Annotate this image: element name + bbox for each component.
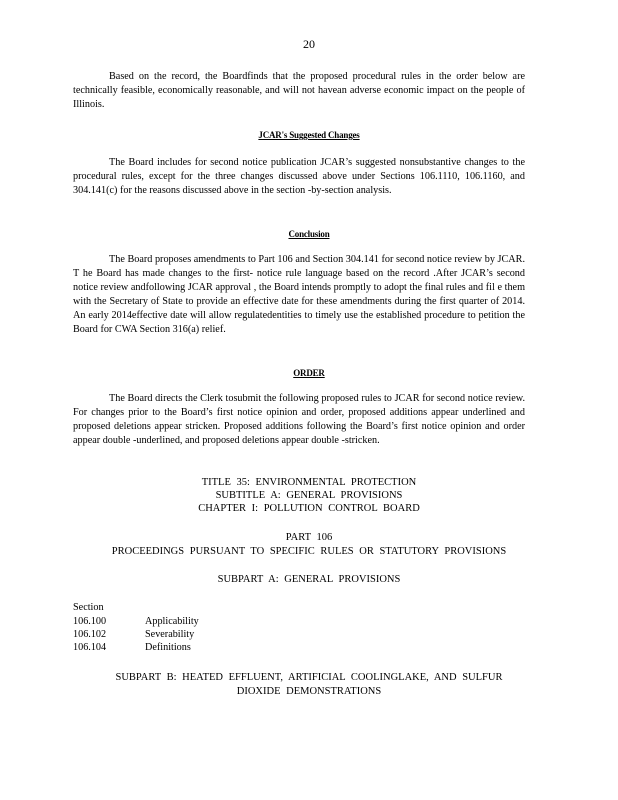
toc-section-label: Section [73, 602, 104, 613]
toc-section-title: Definitions [145, 642, 191, 653]
heading-conclusion-text: Conclusion [288, 229, 330, 239]
toc-row [73, 616, 373, 630]
heading-order [0, 368, 618, 378]
toc-row [73, 629, 373, 643]
paragraph-order-text: The Board directs the Clerk tosubmit the following proposed rules to JCAR for second notice review. For changes prior to the Board’s first notice opinion and order, proposed additions appear underlined and proposed deletions appear stricken. Proposed additions following the Board’s first notice opinion and order appear double -underlined, and proposed deletions appear double -stricken. [73, 393, 525, 446]
toc-section-number: 106.104 [73, 642, 107, 653]
subtitle-line: SUBTITLE A: GENERAL PROVISIONS [215, 490, 403, 501]
toc-section-number: 106.102 [73, 629, 107, 640]
toc-section-number: 106.100 [73, 616, 107, 627]
toc-section-title: Severability [145, 629, 195, 640]
paragraph-order [73, 392, 525, 448]
paragraph-jcar-changes-text: The Board includes for second notice publication JCAR’s suggested nonsubstantive changes to the procedural rules, except for the three changes discussed above under Sections 106.1110, 106.1160, and 304.141(c) for the reasons discussed above in the section -by-section analysis. [73, 157, 525, 196]
heading-jcar-text: JCAR's Suggested Changes [258, 130, 360, 140]
chapter-line: CHAPTER I: POLLUTION CONTROL BOARD [198, 503, 420, 514]
heading-jcar-suggested-changes [0, 130, 618, 140]
paragraph-conclusion-text: The Board proposes amendments to Part 106 and Section 304.141 for second notice review by JCAR. T he Board has made changes to the first- notice rule language based on the record .After JCAR’s second notice review andfollowing JCAR approval , the Board intends promptly to adopt the final rules and fil e them with the Secretary of State to provide an effective date for these amendments during the first quarter of 2014. An early 2014effective date will allow regulatedentities to timely use the established procedure to petition the Board for CWA Section 316(a) relief. [73, 254, 525, 335]
paragraph-economic-impact [73, 70, 525, 112]
part-line: PART 106 [285, 532, 333, 543]
subpart-b-line-2: DIOXIDE DEMONSTRATIONS [236, 686, 382, 697]
heading-order-text: ORDER [293, 368, 325, 378]
paragraph-jcar-changes [73, 156, 525, 198]
toc-section-title: Applicability [145, 616, 199, 627]
toc-row [73, 642, 373, 656]
subpart-a-line: SUBPART A: GENERAL PROVISIONS [217, 574, 401, 585]
subpart-b-line-1: SUBPART B: HEATED EFFLUENT, ARTIFICIAL COOLINGLAKE, AND SULFUR [115, 672, 503, 683]
paragraph-economic-impact-text: Based on the record, the Boardfinds that the proposed procedural rules in the order below are technically feasible, economically reasonable, and will not havean adverse economic impact on the people of Illinois. [73, 71, 525, 110]
heading-conclusion [0, 229, 618, 239]
paragraph-conclusion [73, 253, 525, 337]
part-name-line: PROCEEDINGS PURSUANT TO SPECIFIC RULES OR STATUTORY PROVISIONS [111, 546, 507, 557]
title-line: TITLE 35: ENVIRONMENTAL PROTECTION [201, 477, 417, 488]
page-number: 20 [303, 37, 315, 51]
